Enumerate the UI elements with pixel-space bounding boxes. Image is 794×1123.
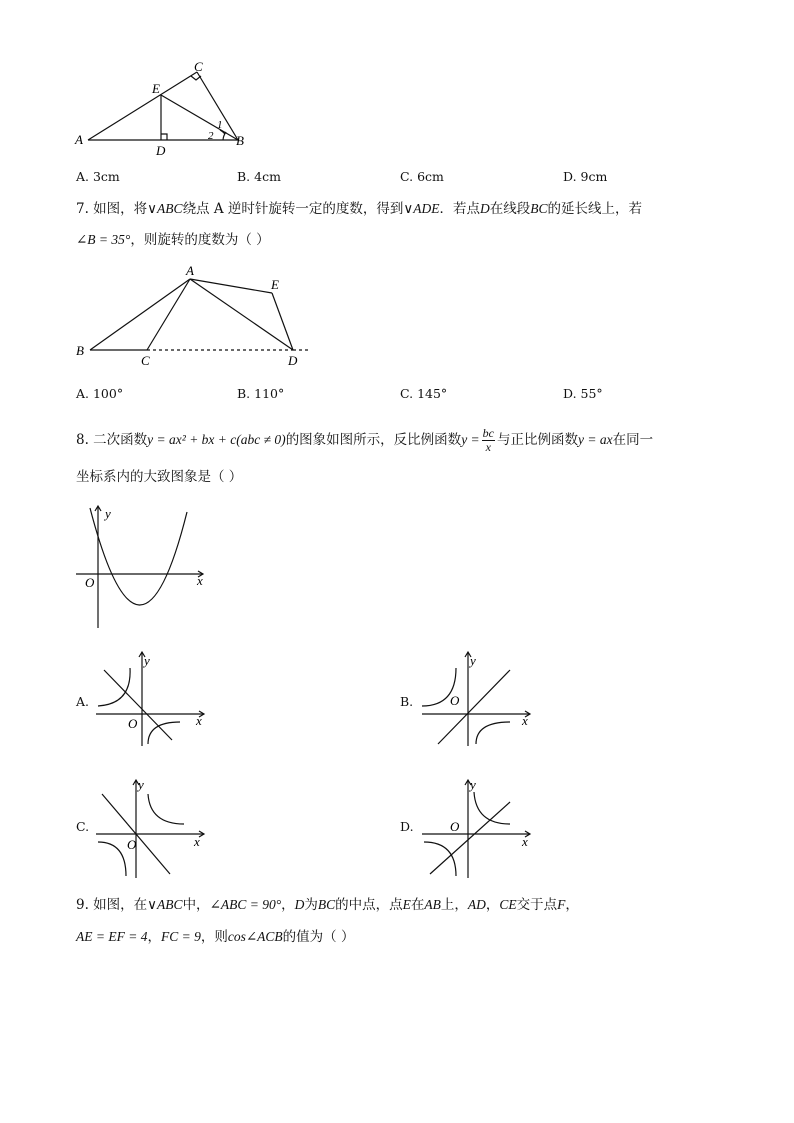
q7-option-b[interactable]: B. 110° bbox=[237, 386, 285, 401]
q8-option-b-label[interactable]: B. bbox=[400, 694, 414, 709]
q8-option-a-graph[interactable] bbox=[92, 648, 212, 748]
q8-fraction: $\frac{bc}{x}$ bbox=[482, 426, 494, 454]
q6-option-c[interactable]: C. 6cm bbox=[400, 169, 444, 184]
q7-option-d[interactable]: D. 55° bbox=[563, 386, 603, 401]
q9-line1: 9. 如图，在∨ABC中，∠ABC = 90°，D为BC的中点，点E在AB上，AD，CE交于点F， bbox=[76, 897, 579, 913]
q8-c-x-label: x bbox=[194, 834, 200, 849]
q6-label-d: D bbox=[156, 143, 166, 158]
q8-c-y-label: y bbox=[138, 777, 144, 792]
q8-d-origin-label: O bbox=[450, 819, 460, 834]
q8-option-b-graph[interactable] bbox=[418, 648, 538, 748]
q6-label-c: C bbox=[194, 59, 203, 74]
q7-option-c[interactable]: C. 145° bbox=[400, 386, 448, 401]
q8-b-y-label: y bbox=[470, 653, 476, 668]
q8-a-x-label: x bbox=[196, 713, 202, 728]
q8-c-origin-label: O bbox=[127, 837, 137, 852]
q7-label-d: D bbox=[288, 353, 298, 368]
q8-line1: 8. 二次函数y = ax² + bx + c(abc ≠ 0)的图象如图所示，反比例函数y = $\frac{bc}{x}$ 与正比例函数y = ax在同一 bbox=[76, 426, 654, 454]
q8-a-origin-label: O bbox=[128, 716, 138, 731]
q6-option-d[interactable]: D. 9cm bbox=[563, 169, 608, 184]
q8-d-y-label: y bbox=[470, 777, 476, 792]
q7-figure bbox=[70, 262, 320, 372]
q7-label-a: A bbox=[186, 263, 194, 278]
q6-option-a[interactable]: A. 3cm bbox=[76, 169, 120, 184]
q7-line1: 7. 如图，将∨ABC绕点 A 逆时针旋转一定的度数，得到∨ADE．若点D在线段BC的延长线上，若 bbox=[76, 201, 643, 217]
q8-main-y-label: y bbox=[105, 506, 111, 521]
q6-option-b[interactable]: B. 4cm bbox=[237, 169, 281, 184]
q7-option-a[interactable]: A. 100° bbox=[76, 386, 124, 401]
q6-angle-2: 2 bbox=[208, 130, 214, 142]
q8-option-a-label[interactable]: A. bbox=[76, 694, 90, 709]
q8-option-c-graph[interactable] bbox=[92, 774, 212, 880]
q8-d-x-label: x bbox=[522, 834, 528, 849]
q7-label-e: E bbox=[271, 277, 279, 292]
q6-label-b: B bbox=[236, 133, 244, 148]
q8-main-origin-label: O bbox=[85, 575, 95, 590]
q6-label-e: E bbox=[152, 81, 160, 96]
q8-b-origin-label: O bbox=[450, 693, 460, 708]
q8-line2: 坐标系内的大致图象是（ ） bbox=[76, 469, 243, 485]
q7-label-c: C bbox=[141, 353, 150, 368]
q8-option-d-label[interactable]: D. bbox=[400, 819, 414, 834]
q7-label-b: B bbox=[76, 343, 84, 358]
q9-line2: AE = EF = 4，FC = 9，则cos∠ACB的值为（ ） bbox=[76, 929, 355, 945]
q8-a-y-label: y bbox=[144, 653, 150, 668]
q8-parabola-figure bbox=[70, 500, 220, 635]
q6-angle-1: 1 bbox=[217, 119, 223, 131]
q6-figure bbox=[70, 58, 260, 158]
q7-line2: ∠B = 35°，则旋转的度数为（ ） bbox=[76, 232, 270, 248]
q6-label-a: A bbox=[75, 132, 83, 147]
q8-option-d-graph[interactable] bbox=[418, 774, 538, 880]
q8-option-c-label[interactable]: C. bbox=[76, 819, 90, 834]
q8-main-x-label: x bbox=[197, 573, 203, 588]
q8-b-x-label: x bbox=[522, 713, 528, 728]
